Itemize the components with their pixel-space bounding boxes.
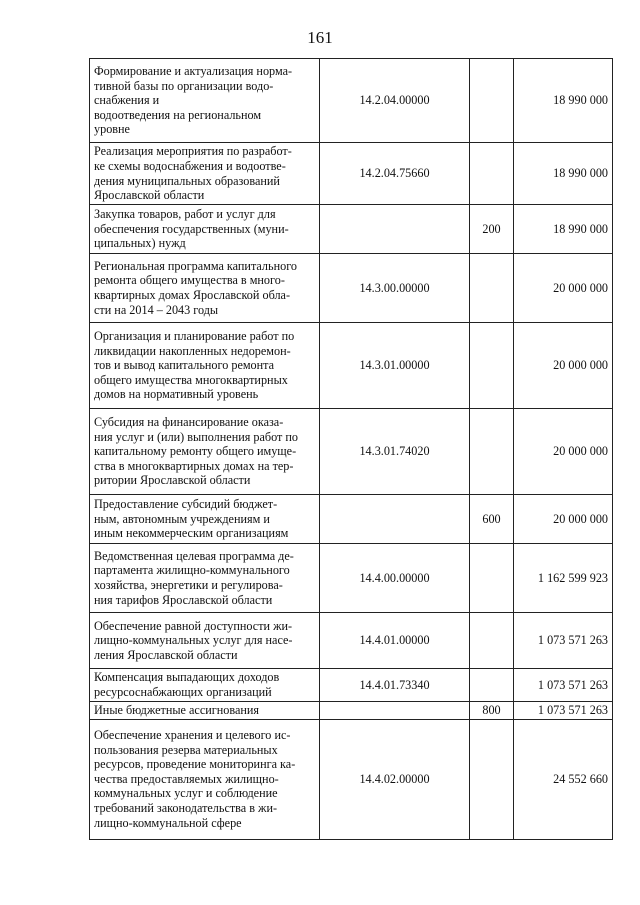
item-name-line: сти на 2014 – 2043 годы	[94, 302, 219, 317]
item-name-line: Компенсация выпадающих доходов	[94, 670, 280, 685]
expense-type-cell: 600	[470, 495, 514, 544]
item-name-line: лищно-коммунальной сфере	[94, 815, 242, 830]
item-name-line: Закупка товаров, работ и услуг для	[94, 207, 276, 222]
item-name-cell	[90, 719, 320, 839]
target-article-code-cell: 14.2.04.00000	[320, 59, 470, 143]
table-row	[90, 495, 613, 544]
item-name-cell	[90, 544, 320, 613]
item-name-line: квартирных домах Ярославской обла-	[94, 288, 291, 302]
expense-type-cell	[470, 719, 514, 839]
amount-cell: 20 000 000	[514, 495, 613, 544]
table-row	[90, 719, 613, 839]
amount-cell: 20 000 000	[514, 254, 613, 323]
item-name-line: Субсидия на финансирование оказа-	[94, 415, 284, 430]
item-name-line: ства в многоквартирных домах на тер-	[94, 458, 294, 473]
target-article-code-cell: 14.2.04.75660	[320, 143, 470, 205]
item-name-cell	[90, 143, 320, 205]
expense-type-cell: 200	[470, 205, 514, 254]
amount-cell: 1 073 571 263	[514, 702, 613, 720]
amount-cell: 18 990 000	[514, 205, 613, 254]
expense-type-cell	[470, 254, 514, 323]
item-name-cell	[90, 669, 320, 702]
item-name-line: Обеспечение хранения и целевого ис-	[94, 728, 291, 743]
target-article-code-cell	[320, 702, 470, 720]
expense-type-cell	[470, 59, 514, 143]
item-name-cell	[90, 702, 320, 720]
target-article-code-cell: 14.4.01.73340	[320, 669, 470, 702]
item-name-line: иным некоммерческим организациям	[94, 526, 289, 541]
item-name-line: дения муниципальных образований	[94, 173, 280, 188]
target-article-code-cell: 14.4.00.00000	[320, 544, 470, 613]
item-name-line: снабжения и	[94, 93, 160, 108]
expense-type-cell	[470, 544, 514, 613]
item-name-line: Организация и планирование работ по	[94, 329, 295, 344]
item-name-line: обеспечения государственных (муни-	[94, 221, 289, 236]
amount-cell: 1 073 571 263	[514, 669, 613, 702]
table-row	[90, 254, 613, 323]
item-name-line: ликвидации накопленных недоремон-	[94, 343, 291, 358]
item-name-line: Предоставление субсидий бюджет-	[94, 497, 278, 512]
item-name-line: ления Ярославской области	[94, 647, 238, 662]
item-name-line: ресурсов, проведение мониторинга ка-	[94, 757, 296, 772]
target-article-code-cell: 14.3.00.00000	[320, 254, 470, 323]
table-row	[90, 669, 613, 702]
expense-type-cell	[470, 323, 514, 409]
item-name-line: Иные бюджетные ассигнования	[94, 703, 260, 717]
item-name-line: общего имущества многоквартирных	[94, 372, 288, 387]
amount-cell: 20 000 000	[514, 409, 613, 495]
table-row	[90, 59, 613, 143]
budget-table	[89, 58, 613, 840]
item-name-line: капитальному ремонту общего имуще-	[94, 444, 297, 459]
item-name-line: ресурсоснабжающих организаций	[94, 685, 272, 699]
item-name-line: ципальных) нужд	[94, 236, 186, 251]
table-row	[90, 409, 613, 495]
amount-cell: 20 000 000	[514, 323, 613, 409]
item-name-line: Ярославской области	[94, 188, 205, 203]
table-row	[90, 544, 613, 613]
table-row	[90, 613, 613, 669]
table-row	[90, 205, 613, 254]
item-name-line: лищно-коммунальных услуг для насе-	[94, 633, 293, 648]
target-article-code-cell	[320, 495, 470, 544]
target-article-code-cell: 14.4.01.00000	[320, 613, 470, 669]
item-name-line: ке схемы водоснабжения и водоотве-	[94, 158, 286, 173]
item-name-line: тов и вывод капитального ремонта	[94, 358, 275, 373]
amount-cell: 1 162 599 923	[514, 544, 613, 613]
item-name-cell	[90, 205, 320, 254]
item-name-line: ния тарифов Ярославской области	[94, 592, 273, 607]
item-name-line: водоотведения на региональном	[94, 107, 262, 122]
item-name-cell	[90, 495, 320, 544]
page-number: 161	[307, 28, 333, 47]
item-name-line: домов на нормативный уровень	[94, 387, 259, 402]
expense-type-cell	[470, 409, 514, 495]
expense-type-cell	[470, 143, 514, 205]
item-name-line: Реализация мероприятия по разработ-	[94, 144, 292, 159]
item-name-line: Обеспечение равной доступности жи-	[94, 618, 293, 633]
item-name-line: Формирование и актуализация норма-	[94, 64, 293, 79]
table-row	[90, 702, 613, 720]
item-name-line: ритории Ярославской области	[94, 473, 251, 488]
amount-cell: 1 073 571 263	[514, 613, 613, 669]
item-name-line: коммунальных услуг и соблюдение	[94, 786, 278, 801]
item-name-cell	[90, 254, 320, 323]
amount-cell: 18 990 000	[514, 143, 613, 205]
item-name-line: хозяйства, энергетики и регулирова-	[94, 578, 283, 592]
target-article-code-cell: 14.4.02.00000	[320, 719, 470, 839]
item-name-line: тивной базы по организации водо-	[94, 78, 274, 93]
item-name-cell	[90, 409, 320, 495]
item-name-line: ным, автономным учреждениям и	[94, 511, 270, 526]
expense-type-cell: 800	[470, 702, 514, 720]
target-article-code-cell	[320, 205, 470, 254]
item-name-line: ния услуг и (или) выполнения работ по	[94, 429, 299, 444]
expense-type-cell	[470, 669, 514, 702]
item-name-line: Ведомственная целевая программа де-	[94, 548, 294, 563]
item-name-cell	[90, 323, 320, 409]
item-name-line: уровне	[94, 122, 130, 137]
item-name-line: пользования резерва материальных	[94, 742, 278, 757]
item-name-cell	[90, 613, 320, 669]
amount-cell: 24 552 660	[514, 719, 613, 839]
item-name-line: чества предоставляемых жилищно-	[94, 771, 279, 786]
budget-table-body	[90, 59, 613, 840]
expense-type-cell	[470, 613, 514, 669]
item-name-line: требований законодательства в жи-	[94, 800, 278, 815]
item-name-line: Региональная программа капитального	[94, 258, 297, 273]
target-article-code-cell: 14.3.01.74020	[320, 409, 470, 495]
item-name-cell	[90, 59, 320, 143]
amount-cell: 18 990 000	[514, 59, 613, 143]
target-article-code-cell: 14.3.01.00000	[320, 323, 470, 409]
table-row	[90, 143, 613, 205]
item-name-line: ремонта общего имущества в много-	[94, 273, 285, 288]
table-row	[90, 323, 613, 409]
item-name-line: партамента жилищно-коммунального	[94, 563, 290, 578]
